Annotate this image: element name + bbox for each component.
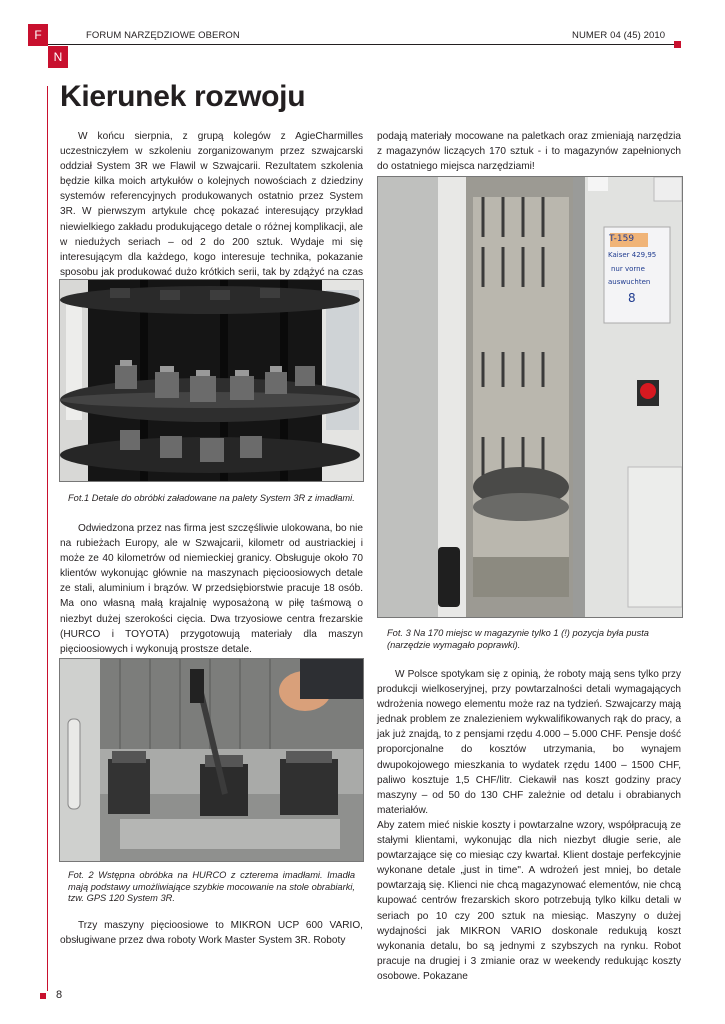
note-line-3: nur vorne <box>611 265 645 273</box>
header-rule-square <box>674 41 681 48</box>
paragraph-4: podają materiały mocowane na paletkach oraz zmieniają narzędzia z magazynów liczących 170 sztuk - i to magazynów zapełnionych do ostatniego miejsca narzędziami! <box>377 131 681 173</box>
article-title: Kierunek rozwoju <box>60 80 306 113</box>
paragraph-1: W końcu sierpnia, z grupą kolegów z AgieCharmilles uczestniczyłem w szkoleniu zorganizowanym przez szwajcarski oddział System 3R we Flawil w Szwajcarii. Rezultatem szkolenia będzie kilka moich artykułów o kolejnych nowościach z dziedziny systemów referencyjnych produkowanych ostatnio przez System 3R. W pierwszym artykule chcę pokazać interesujący przykład niewielkiego zakładu produkującego detale o różnej komplikacji, ale w niedużych seriach – od 2 do 200 sztuk. Wydaje mi się interesującym dla każdego, kogo interesuje technika, pokazanie sposobu jak produkować dużo krótkich serii, tak by zdążyć na czas <box>60 131 363 278</box>
photo-3-image <box>378 177 682 617</box>
left-column-bottom <box>60 918 363 948</box>
caption-fot-3: Fot. 3 Na 170 miejsc w magazynie tylko 1 (!) pozycja była pusta (narzędzie wymagało poprawki). <box>387 628 649 650</box>
margin-rule <box>47 86 48 991</box>
caption-fot-1: Fot.1 Detale do obróbki załadowane na palety System 3R z imadłami. <box>68 493 355 503</box>
paragraph-6: Aby zatem mieć niskie koszty i powtarzalne wzory, współpracują ze stałymi klientami, wykonując dla nich niezbyt długie serie, ale powtarzające się co miesiąc czy kwartał. Klient dostaje perfekcyjnie wykonane detale „just in time". A wdrożeń jest mniej, bo detale powtarzają się. Klienci nie chcą magazynować elementów, nie chcą kupować centrów frezarskich skoro potrzebują tylko kilku detali w seriach po 10 czy 200 sztuk na miesiąc. Maszyny o dużej wydajności jak MIKRON VARIO doskonale redukują koszt wykonania detalu, bo są jednymi z szybszych na rynku. Robot pracuje na drugiej i 3 zmianie oraz w weekendy redukując koszty osobowe. Pokazane <box>377 819 681 982</box>
caption-fot-2: Fot. 2 Wstępna obróbka na HURCO z czterema imadłami. Imadła mają podstawy umożliwiające szybkie mocowanie na stole obrabiarki, tzw. GPS 120 System 3R. <box>68 870 355 903</box>
note-line-4: auswuchten <box>608 278 651 286</box>
right-column-top <box>377 129 681 174</box>
issue-number: NUMER 04 (45) 2010 <box>572 30 666 41</box>
paragraph-2: Odwiedzona przez nas firma jest szczęśliwie ulokowana, bo nie na rubieżach Europy, ale w Szwajcarii, kilometr od austriackiej i może ze 40 kilometrów od niemieckiej granicy. Obsługuje około 70 klientów wykonując głównie na maszynach pięcioosiowych detale ze stali, aluminium i brązów. W przedsiębiorstwie pracuje 18 osób. Ma ono własną małą krajalnię wyposażoną w piłę taśmową o niezbyt dużej szerokości cięcia. Dwa trzyosiowe centra frezarskie (HURCO i TOYOTA) przygotowują materiały dla maszyn pięcioosiowych i wykonują prostsze detale. <box>60 523 363 655</box>
photo-1-pallet-carousel <box>59 279 364 482</box>
paragraph-3: Trzy maszyny pięcioosiowe to MIKRON UCP 600 VARIO, obsługiwane przez dwa roboty Work Master System 3R. Roboty <box>60 920 363 947</box>
header-rule <box>48 44 675 45</box>
paragraph-5: W Polsce spotykam się z opinią, że roboty mają sens tylko przy produkcji wielkoseryjnej, przy powtarzalności detali wymagających wdrożenia nowego elementu może raz na tydzień. Szwajcarzy mają jednak problem ze znalezieniem wykwalifikowanych rąk do pracy, a jak już znajdą, to z pensjami rzędu 4.000 – 5.000 CHF. Pensje dość proporcjonalne do kosztów utrzymania, bo wynajem dwupokojowego mieszkania to wydatek rzędu 1400 – 1500 CHF, paliwo kosztuje 1,5 CHF/litr. Ciekawił nas koszt godziny pracy maszyny – od 50 do 130 CHF zależnie od detalu i obrabianych materiałów. <box>377 669 681 816</box>
photo-1-image <box>60 280 363 481</box>
magazine-name: FORUM NARZĘDZIOWE OBERON <box>86 30 240 41</box>
photo-3-tool-magazine <box>377 176 683 618</box>
page-number: 8 <box>56 989 63 1001</box>
note-line-5: 8 <box>628 291 636 305</box>
photo-2-hurco-vises <box>59 658 364 862</box>
left-column-intro <box>60 129 363 295</box>
section-marker-n: N <box>48 46 68 68</box>
left-column-middle <box>60 521 363 657</box>
note-line-1: T-159 <box>609 234 635 244</box>
section-marker-f: F <box>28 24 48 46</box>
right-column-bottom <box>377 667 681 984</box>
photo-2-image <box>60 659 363 861</box>
page-number-square <box>40 993 46 999</box>
note-line-2: Kaiser 429,95 <box>608 251 657 259</box>
